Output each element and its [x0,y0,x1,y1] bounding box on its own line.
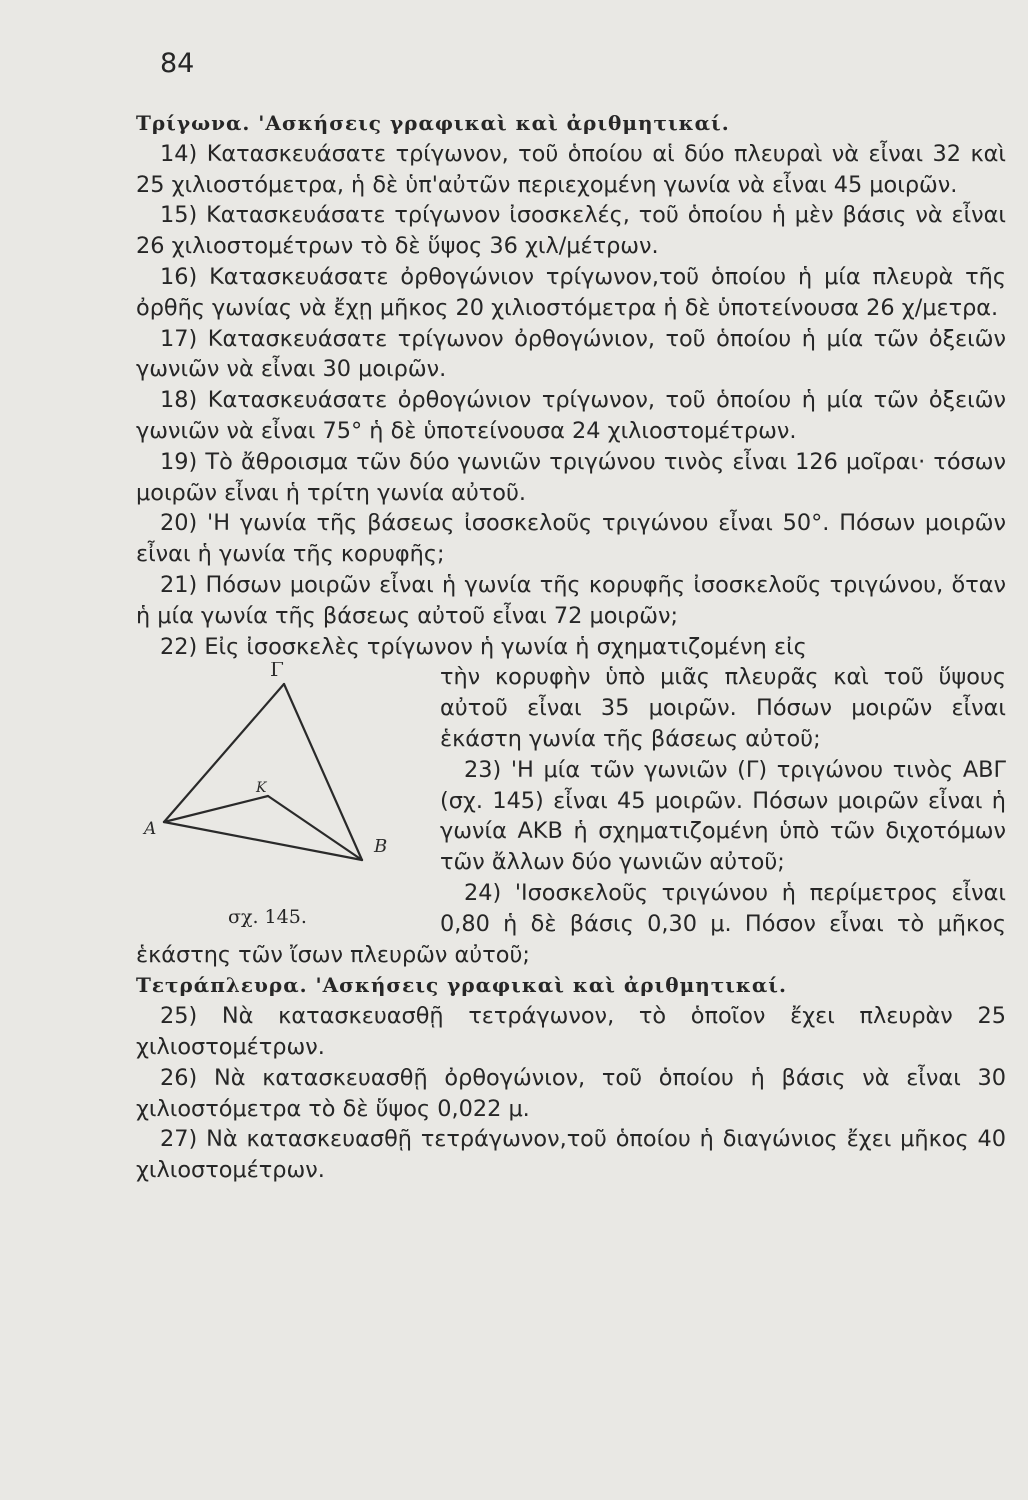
label-incenter: Κ [256,780,267,797]
label-right: Β [374,836,388,858]
label-apex: Γ [270,662,284,682]
exercise-27: 27) Νὰ κατασκευασθῇ τετράγωνον,τοῦ ὁποίου ἡ διαγώνιος ἔχει μῆκος 40 χιλιοστομέτρων. [136,1126,1006,1184]
exercise-23: 23) 'Η μία τῶν γωνιῶν (Γ) τριγώνου τινὸς ΑΒΓ (σχ. 145) εἶναι 45 μοιρῶν. Πόσων μοιρῶν εἶναι ἡ γωνία ΑΚΒ ἡ σχηματιζομένη ὑπὸ τῶν διχοτόμων τῶν ἄλλων δύο γωνιῶν αὐτοῦ; [440,756,1006,876]
figure-145 [136,662,428,927]
exercise-22-rest: τὴν κορυφὴν ὑπὸ μιᾶς πλευρᾶς καὶ τοῦ ὕψους αὐτοῦ εἶναι 35 μοιρῶν. Πόσων μοιρῶν εἶναι ἑκάστη γωνία τῆς βάσεως αὐτοῦ; [440,664,1006,752]
section-heading-triangles: Τρίγωνα. 'Ασκήσεις γραφικαὶ καὶ ἀριθμητικαί. [136,111,730,135]
exercise-18: 18) Κατασκευάσατε ὀρθογώνιον τρίγωνον, τοῦ ὁποίου ἡ μία τῶν ὀξειῶν γωνιῶν νὰ εἶναι 75° ἡ δὲ ὑποτείνουσα 24 χιλιοστομέτρων. [136,387,1006,444]
exercise-24: 24) 'Ισοσκελοῦς τριγώνου ἡ περίμετρος εἶναι 0,80 ἡ δὲ βάσις 0,30 μ. Πόσον εἶναι τὸ μῆκος ἑκάστης τῶν ἴσων πλευρῶν αὐτοῦ; [136,879,1006,968]
label-left: Α [144,819,157,840]
exercise-14: 14) Κατασκευάσατε τρίγωνον, τοῦ ὁποίου αἱ δύο πλευραὶ νὰ εἶναι 32 καὶ 25 χιλιοστόμετρα, ἡ δὲ ὑπ'αὐτῶν περιεχομένη γωνία νὰ εἶναι 45 μοιρῶν. [136,140,1006,198]
exercise-22-intro: 22) Εἰς ἰσοσκελὲς τρίγωνον ἡ γωνία ἡ σχηματιζομένη εἰς [160,633,807,660]
body-text [136,108,1006,1186]
exercise-16: 16) Κατασκευάσατε ὀρθογώνιον τρίγωνον,τοῦ ὁποίου ἡ μία πλευρὰ τῆς ὀρθῆς γωνίας νὰ ἔχῃ μῆκος 20 χιλιοστόμετρα ἡ δὲ ὑποτείνουσα 26 χ/μετρα. [136,263,1006,321]
bisector-ak [164,796,268,822]
triangle-diagram [136,662,428,902]
exercise-19: 19) Τὸ ἄθροισμα τῶν δύο γωνιῶν τριγώνου τινὸς εἶναι 126 μοῖραι· τόσων μοιρῶν εἶναι ἡ τρίτη γωνία αὐτοῦ. [136,448,1006,506]
exercise-17: 17) Κατασκευάσατε τρίγωνον ὀρθογώνιον, τοῦ ὁποίου ἡ μία τῶν ὀξειῶν γωνιῶν νὰ εἶναι 30 μοιρῶν. [136,325,1006,383]
figure-caption: σχ. 145. [228,906,307,929]
exercise-20: 20) 'Η γωνία τῆς βάσεως ἰσοσκελοῦς τριγώνου εἶναι 50°. Πόσων μοιρῶν εἶναι ἡ γωνία τῆς κορυφῆς; [136,510,1006,568]
section-heading-quadrilaterals: Τετράπλευρα. 'Ασκήσεις γραφικαὶ καὶ ἀριθμητικαί. [136,973,787,998]
exercise-15: 15) Κατασκευάσατε τρίγωνον ἰσοσκελές, τοῦ ὁποίου ἡ μὲν βάσις νὰ εἶναι 26 χιλιοστομέτρων τὸ δὲ ὕψος 36 χιλ/μέτρων. [136,202,1006,260]
page-number: 84 [160,48,195,79]
exercise-21: 21) Πόσων μοιρῶν εἶναι ἡ γωνία τῆς κορυφῆς ἰσοσκελοῦς τριγώνου, ὅταν ἡ μία γωνία τῆς βάσεως αὐτοῦ εἶναι 72 μοιρῶν; [136,571,1006,629]
exercise-25: 25) Νὰ κατασκευασθῇ τετράγωνον, τὸ ὁποῖον ἔχει πλευρὰν 25 χιλιοστομέτρων. [136,1003,1006,1060]
exercise-26: 26) Νὰ κατασκευασθῇ ὀρθογώνιον, τοῦ ὁποίου ἡ βάσις νὰ εἶναι 30 χιλιοστόμετρα τὸ δὲ ὕψος 0,022 μ. [136,1064,1006,1122]
triangle-side-ag [164,684,284,822]
